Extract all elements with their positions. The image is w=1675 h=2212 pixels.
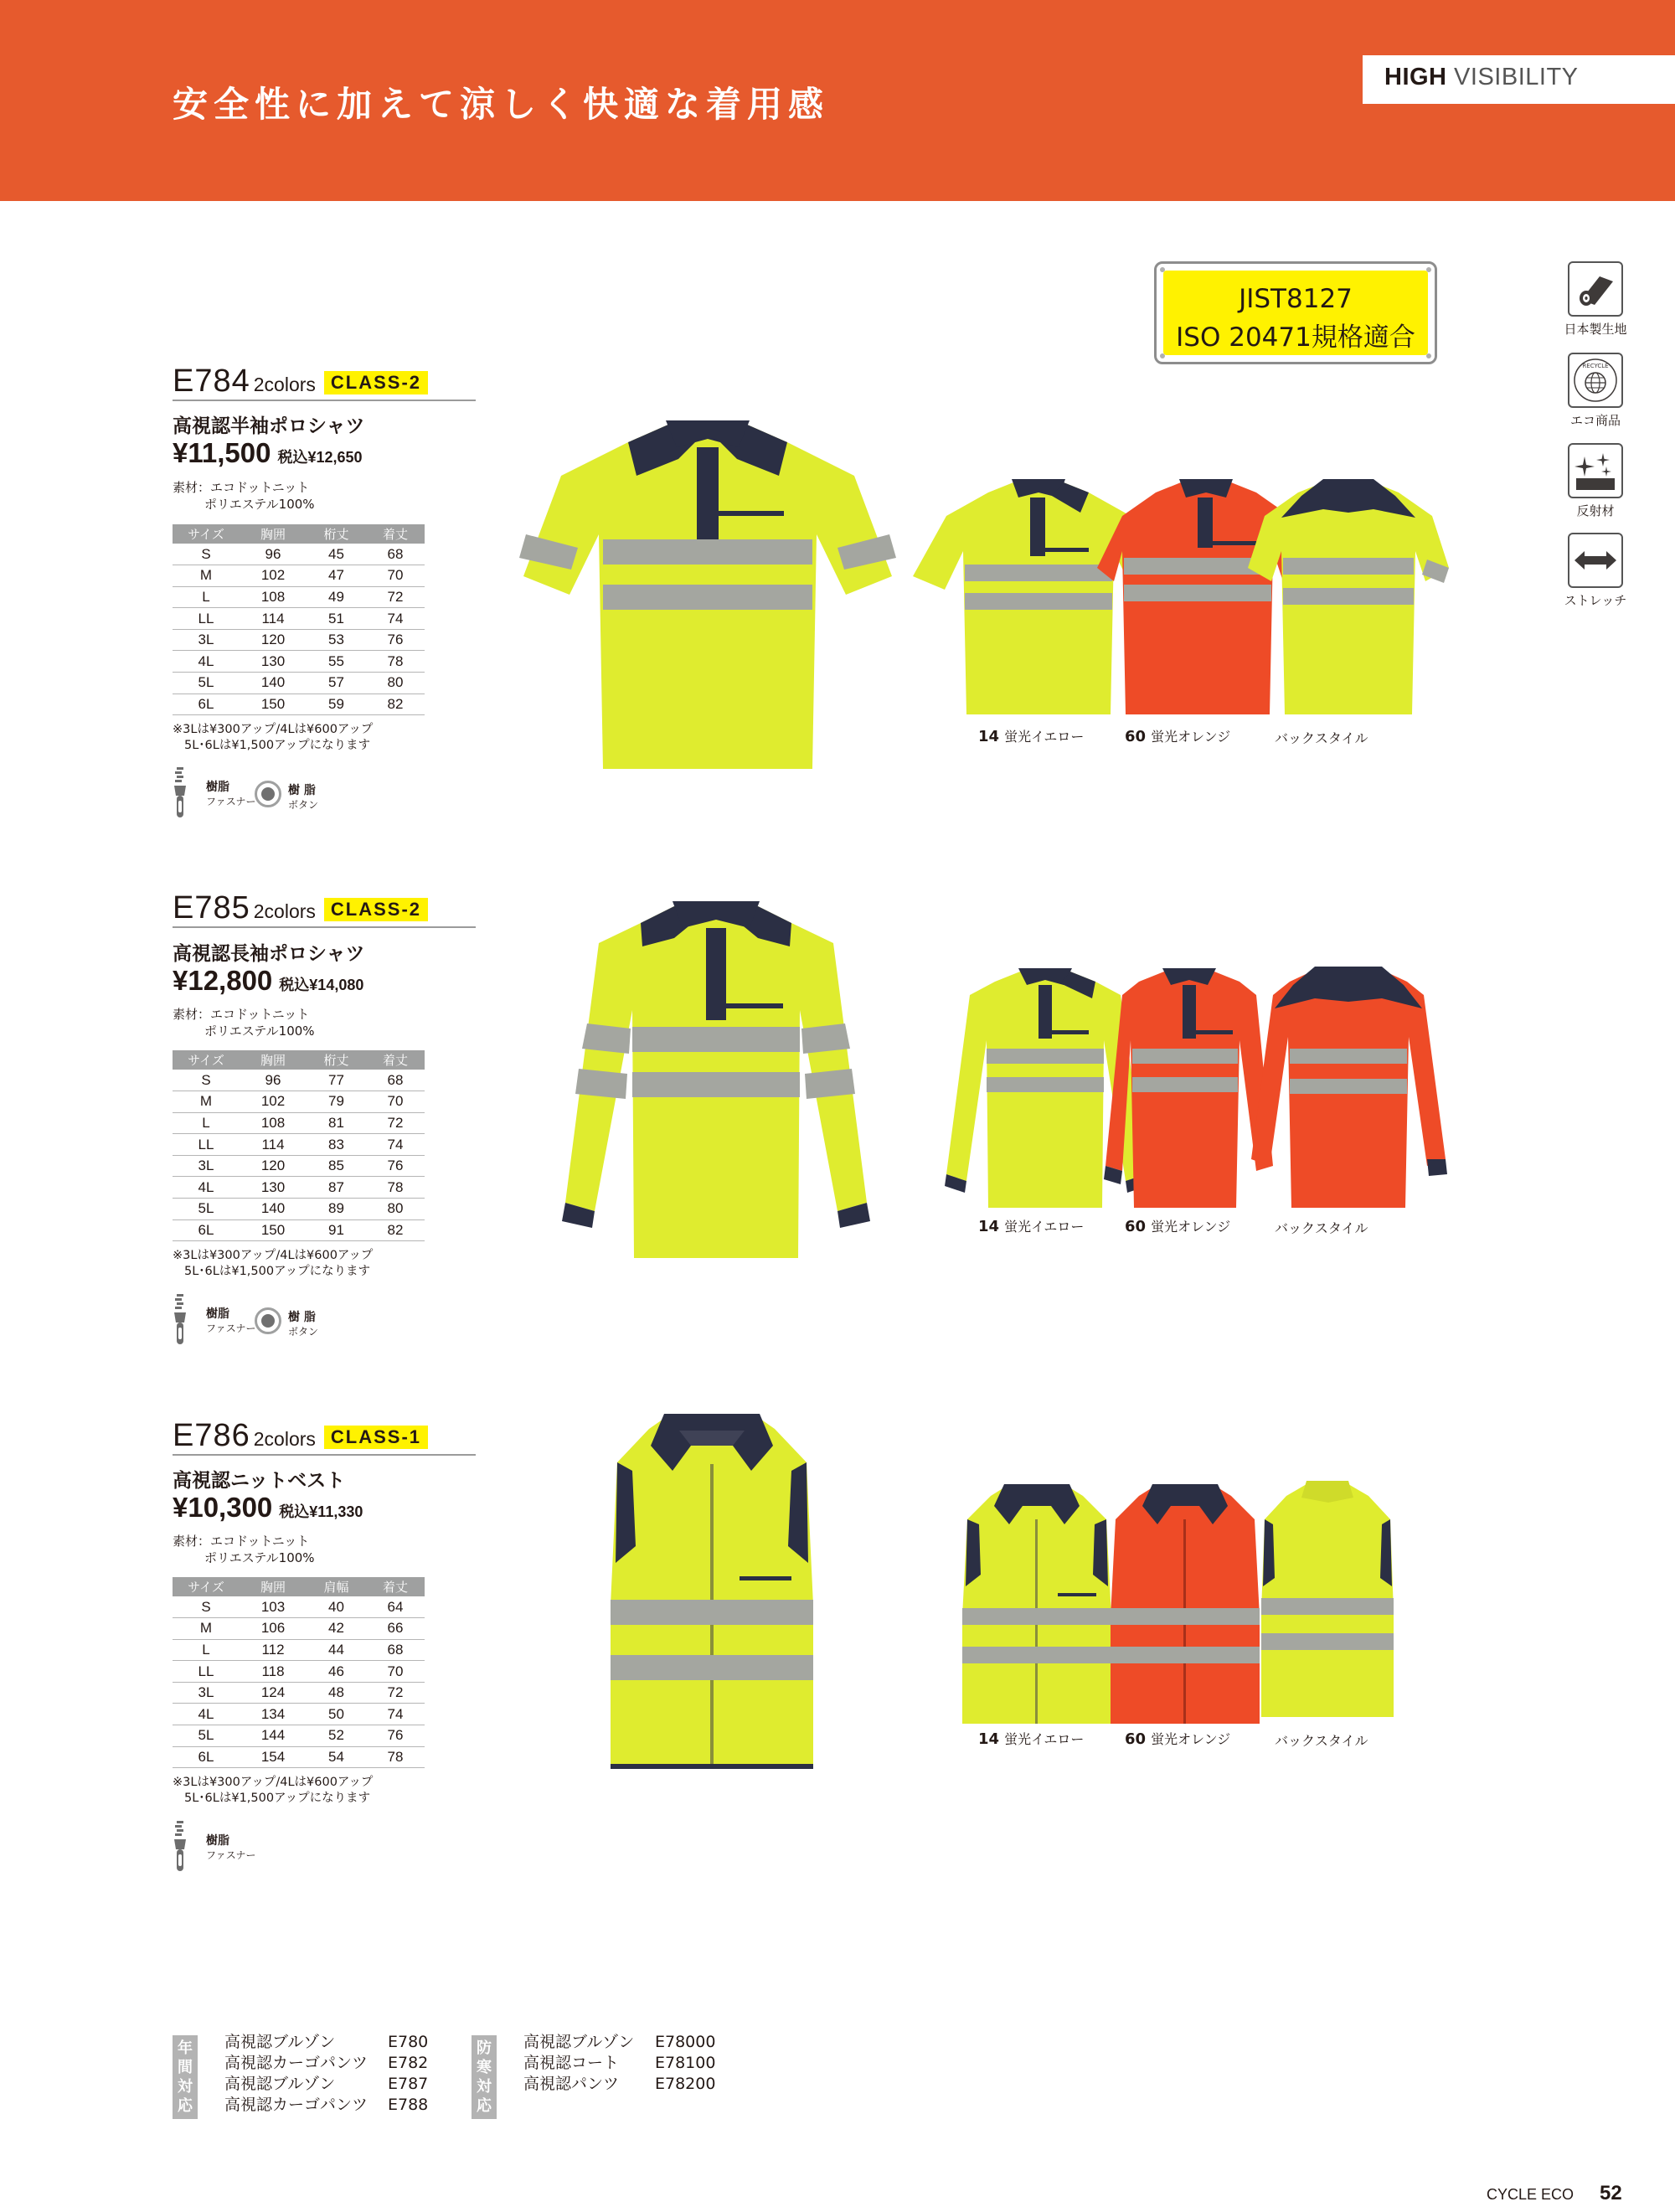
table-row: 4L 130 55 78 [173,651,425,673]
back-style-caption: バックスタイル [1275,730,1368,746]
product-name: 高視認ニットベスト [173,1470,346,1492]
resin-fastener-feature: 樹脂 ファスナー [173,1294,265,1353]
category-light: VISIBILITY [1446,64,1579,90]
color-caption-orange: 60 蛍光オレンジ [1125,1730,1231,1748]
color-count: 2colors [253,1428,316,1450]
side-icon-label: エコ商品 [1569,413,1621,428]
resin-fastener-feature: 樹脂 ファスナー [173,767,265,826]
size-header: 胸囲 [240,1050,307,1070]
material-line: 素材：エコドットニット [173,1534,310,1549]
tax-price: 税込¥12,650 [277,449,363,466]
vest-yellow-front-image [957,1482,1116,1725]
divider [173,926,476,928]
resin-fastener-feature: 樹脂 ファスナー [173,1821,265,1879]
product-model-heading [173,890,428,926]
header-banner [0,0,1675,201]
back-style-caption: バックスタイル [1275,1733,1368,1749]
zipper-icon [173,1821,188,1879]
category-label [1363,55,1675,104]
material-line: 素材：エコドットニット [173,1007,310,1022]
product-name: 高視認長袖ポロシャツ [173,943,365,965]
related-list-cold-protection [523,2032,715,2095]
long-polo-back-style-image [1248,962,1449,1208]
table-row: M 102 47 70 [173,565,425,587]
size-header: サイズ [173,1577,240,1596]
footer-brand: CYCLE ECO [1487,2186,1574,2203]
jis-standard-badge [1154,261,1437,364]
page-title: 安全性に加えて涼しく快適な着用感 [173,84,830,125]
model-code: E784 [173,364,250,399]
back-style-caption: バックスタイル [1275,1220,1368,1236]
color-count: 2colors [253,900,316,922]
size-table [173,1577,425,1768]
list-item: 高視認ブルゾン E78000 [523,2033,716,2051]
related-list-year-round [224,2032,428,2116]
vest-back-style-image [1256,1477,1399,1720]
table-row: LL 114 83 74 [173,1134,425,1156]
list-item: 高視認パンツ E78200 [523,2075,716,2093]
stretch-arrows-icon [1568,533,1623,588]
side-feature-reflective [1568,443,1623,519]
side-icon-label: 反射材 [1576,503,1615,518]
material-line: ポリエステル100% [204,497,315,512]
size-header: サイズ [173,524,240,544]
size-header: 桁丈 [307,524,366,544]
list-item: 高視認ブルゾン E787 [224,2075,429,2093]
color-caption-orange: 60 蛍光オレンジ [1125,728,1231,745]
long-sleeve-polo-main-image [549,893,884,1261]
table-row: 5L 140 89 80 [173,1199,425,1220]
page-number: 52 [1600,2182,1622,2204]
size-table [173,1050,425,1241]
button-icon [255,781,281,807]
knit-vest-main-image [599,1412,825,1772]
class-badge: CLASS-2 [324,898,428,921]
list-item: 高視認ブルゾン E780 [224,2033,429,2051]
color-count: 2colors [253,374,316,395]
color-caption-yellow: 14 蛍光イエロー [978,1730,1085,1748]
side-icon-label: 日本製生地 [1564,322,1627,337]
product-name: 高視認半袖ポロシャツ [173,415,365,437]
table-row: 6L 154 54 78 [173,1746,425,1768]
table-row: M 106 42 66 [173,1618,425,1640]
side-feature-stretch [1564,533,1627,609]
color-caption-yellow: 14 蛍光イエロー [978,728,1085,745]
badge-line1: JIST8127 [1239,284,1353,314]
material-line: ポリエステル100% [204,1024,315,1039]
zipper-icon [173,767,188,826]
price-value: ¥11,500 [173,437,271,468]
badge-line2: ISO 20471規格適合 [1176,322,1415,353]
price-note: ※3Lは¥300アップ/4Lは¥600アップ 5L･6Lは¥1,500アップになります [173,1249,374,1278]
size-header: 着丈 [366,524,425,544]
category-bold: HIGH [1384,64,1447,90]
table-row: LL 118 46 70 [173,1661,425,1683]
table-row: L 112 44 68 [173,1639,425,1661]
color-caption-orange: 60 蛍光オレンジ [1125,1218,1231,1235]
tax-price: 税込¥11,330 [279,1503,363,1520]
resin-button-feature: 樹 脂 ボタン [255,1297,347,1348]
table-row: 4L 134 50 74 [173,1704,425,1725]
table-row: 3L 124 48 72 [173,1682,425,1704]
divider [173,1454,476,1456]
table-row: 6L 150 91 82 [173,1219,425,1241]
size-header: 着丈 [366,1050,425,1070]
price-note: ※3Lは¥300アップ/4Lは¥600アップ 5L･6Lは¥1,500アップになります [173,723,374,752]
size-header: 着丈 [366,1577,425,1596]
short-sleeve-polo-main-image [519,409,896,777]
table-row: 4L 130 87 78 [173,1177,425,1199]
table-row: L 108 49 72 [173,586,425,608]
product-model-heading [173,1418,428,1454]
size-table [173,524,425,715]
table-row: M 102 79 70 [173,1091,425,1113]
material-line: 素材：エコドットニット [173,480,310,495]
tax-price: 税込¥14,080 [279,977,364,993]
material-info [173,479,315,513]
list-item: 高視認コート E78100 [523,2054,716,2072]
product-price [173,965,363,997]
table-row: 5L 144 52 76 [173,1725,425,1747]
product-price [173,437,363,469]
material-line: ポリエステル100% [204,1550,315,1565]
fabric-roll-icon [1568,261,1623,317]
class-badge: CLASS-2 [324,371,428,394]
polo-back-style-image [1248,476,1449,719]
size-header: 桁丈 [307,1050,366,1070]
size-header: 肩幅 [307,1577,366,1596]
table-row: L 108 81 72 [173,1112,425,1134]
list-item: 高視認カーゴパンツ E782 [224,2054,429,2072]
price-value: ¥12,800 [173,965,273,996]
side-feature-made-in-japan [1564,261,1627,338]
size-header: サイズ [173,1050,240,1070]
button-icon [255,1307,281,1334]
product-price [173,1492,363,1524]
table-row: 3L 120 85 76 [173,1155,425,1177]
vest-orange-front-image [1106,1482,1265,1725]
table-row: S 103 40 64 [173,1596,425,1618]
reflective-sparkle-icon [1568,443,1623,498]
material-info [173,1006,315,1039]
size-header: 胸囲 [240,524,307,544]
zipper-icon [173,1294,188,1353]
material-info [173,1533,315,1566]
color-caption-yellow: 14 蛍光イエロー [978,1218,1085,1235]
recycle-globe-icon [1568,353,1623,408]
table-row: 6L 150 59 82 [173,694,425,715]
list-item: 高視認カーゴパンツ E788 [224,2096,429,2114]
year-round-tag: 年 間 対 応 [173,2035,198,2119]
table-row: 5L 140 57 80 [173,673,425,694]
cold-protection-tag: 防 寒 対 応 [472,2035,497,2119]
table-row: LL 114 51 74 [173,608,425,630]
product-model-heading [173,364,428,400]
svg-text:RECYCLE: RECYCLE [1582,363,1609,369]
class-badge: CLASS-1 [324,1426,428,1449]
price-value: ¥10,300 [173,1492,273,1523]
table-row: S 96 45 68 [173,544,425,565]
model-code: E785 [173,890,250,926]
table-row: 3L 120 53 76 [173,629,425,651]
long-polo-orange-front-image [1097,965,1273,1208]
table-row: S 96 77 68 [173,1070,425,1091]
size-header: 胸囲 [240,1577,307,1596]
side-icon-label: ストレッチ [1564,593,1627,608]
side-feature-eco [1568,353,1623,429]
divider [173,400,476,401]
screw-icon [1426,353,1431,358]
price-note: ※3Lは¥300アップ/4Lは¥600アップ 5L･6Lは¥1,500アップになります [173,1776,374,1805]
model-code: E786 [173,1418,250,1453]
resin-button-feature: 樹 脂 ボタン [255,771,347,821]
